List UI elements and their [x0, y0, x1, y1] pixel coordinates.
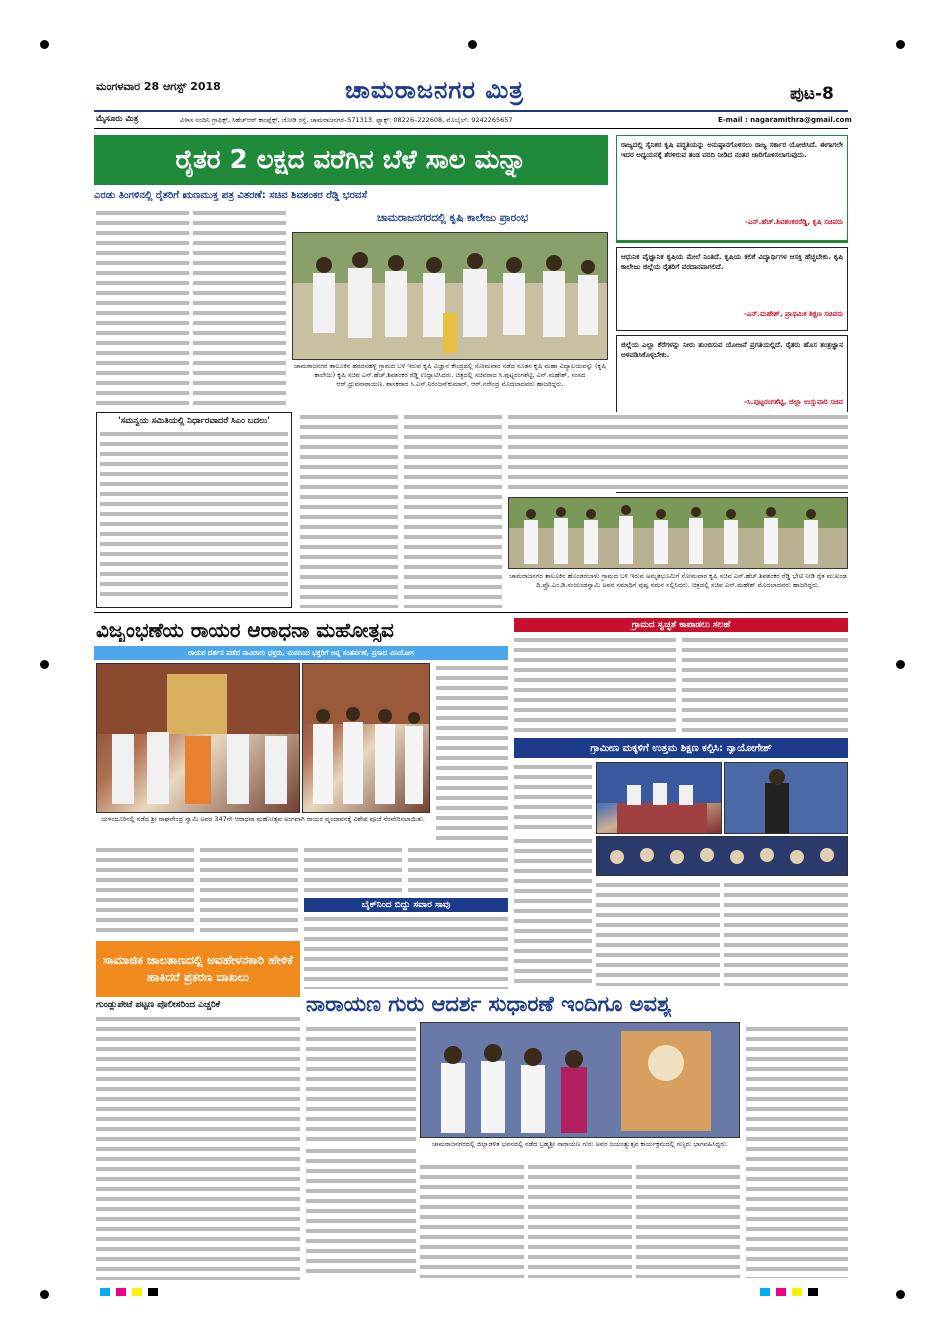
story3-body-col2: [682, 635, 848, 735]
story7-body-right: [746, 1024, 848, 1278]
sidebox-body: [100, 429, 288, 599]
story2-caption: ಯಳಂದೂರಿನಲ್ಲಿ ನಡೆದ ಶ್ರೀ ರಾಘವೇಂದ್ರ ಸ್ವಾಮಿ ಅವರ 347ನೇ ಆರಾಧನಾ ಮಹೋತ್ಸವ ಅಂಗವಾಗಿ ರಾಯರ ವೃಂದಾವನಕ್ಕೆ ವಿಶೇಷ ಪೂಜೆ ನೆರವೇರಿಸಲಾಯಿತು.: [96, 815, 430, 841]
lead-headline: ರೈತರ 2 ಲಕ್ಷದ ವರೆಗಿನ ಬೆಳೆ ಸಾಲ ಮನ್ನಾ: [175, 144, 527, 175]
story3-title: ಗ್ರಾಮದ ಸ್ವಚ್ಛತೆ ಕಾಪಾಡಲು ಸಲಹೆ: [631, 620, 731, 630]
sidebox-title: 'ಸಮನ್ವಯ ಸಮಿತಿಯಲ್ಲಿ ನಿರ್ಧಾರವಾದರೆ ಸಿಎಂ ಬದಲು': [118, 416, 270, 426]
story6-title-box: [96, 941, 300, 997]
story4-photo-podium: [724, 762, 848, 834]
story6-title: ಸಾಮಾಜಿಕ ಜಾಲತಾಣದಲ್ಲಿ ಅವಹೇಳನಕಾರಿ ಹೇಳಿಕೆ ಹಾಕಿದರೆ ಪ್ರಕರಣ ದಾಖಲು: [103, 953, 293, 984]
lead-photo2-caption: ಚಾಮರಾಜನಗರ ತಾಲೂಕಿನ ಹೊಂಡರಬಾಳು ಗ್ರಾಮದ ಬಳಿ ಇರುವ ಅಮೃತಭೂಮಿಗೆ ಸೋಮವಾರ ಕೃಷಿ ಸಚಿವ ಎನ್.ಹೆಚ್.ಶಿವಶಂಕರ ರೆಡ್ಡಿ ಭೇಟಿ ನೀಡಿ ರೈತ ಮುಖಂಡ ದಿ.ಪ್ರೊ.ಎಂ.ಡಿ.ನಂಜುಂಡಸ್ವಾಮಿ ಅವರ ಸಮಾಧಿಗೆ ಪುಷ್ಪ ನಮನ ಸಲ್ಲಿಸಿದರು. ಚಿತ್ರದಲ್ಲಿ ಸಚಿವ ಎನ್.ಮಹೇಶ್ ಮೊದಲಾದವರು ಹಾಜರಿದ್ದರು.: [508, 572, 848, 608]
quote-1-body: ರಾಜ್ಯದಲ್ಲಿ ಸೈನಿಕರ ಕೃಷಿ ಪದ್ಧತಿಯನ್ನು ಅನುಷ್ಠಾನಗೊಳಿಸಲು ರಾಜ್ಯ ಸರ್ಕಾರ ಯೋಜಿಸಿದೆ. ಈಗಾಗಲೇ ಇದರ ಅಧ್ಯಯನಕ್ಕೆ ತೆರಳಿರುವ ತಂಡ ವರದಿ ನೀಡಿದ ನಂತರ ಜಾರಿಗೊಳಿಸಲಾಗುವುದು.: [621, 141, 843, 159]
story7-body-col3: [420, 1162, 524, 1278]
registration-mark: [40, 40, 49, 49]
story2-body-col2: [200, 845, 298, 937]
lead-subheadline: ಎರಡು ತಿಂಗಳಿನಲ್ಲಿ ರೈತರಿಗೆ ಋಣಮುಕ್ತ ಪತ್ರ ವಿತರಣೆ: ಸಚಿವ ಶಿವಶಂಕರ ರೆಡ್ಡಿ ಭರವಸೆ: [94, 190, 368, 201]
lead-photo-figures: [293, 233, 608, 360]
story2-photo-right: [302, 663, 430, 813]
story4-body-col3: [596, 880, 720, 986]
quote-2-body: ಆಧುನಿಕ ವೈಜ್ಞಾನಿಕ ಕೃಷಿಯ ಮೇಲೆ ನಿಂತಿದೆ. ಕೃಷಿಯ ಕಲಿಕೆ ವಿದ್ಯಾರ್ಥಿಗಳ ಆಸಕ್ತಿ ಹೆಚ್ಚಬೇಕು. ಕೃಷಿ ಕಾಲೇಜು ಜಿಲ್ಲೆಯ ರೈತರಿಗೆ ವರದಾನವಾಗಲಿದೆ.: [621, 253, 843, 271]
story7-caption: ಚಾಮರಾಜನಗರದಲ್ಲಿ ಜಿಲ್ಲಾಡಳಿತ ಭವನದಲ್ಲಿ ನಡೆದ ಬ್ರಹ್ಮಶ್ರೀ ನಾರಾಯಣ ಗುರು ಅವರ ಜಯಂತ್ಯುತ್ಸವ ಕಾರ್ಯಕ್ರಮದಲ್ಲಿ ಗಣ್ಯರು ಭಾಗವಹಿಸಿದ್ದರು.: [420, 1140, 740, 1158]
story6-subtitle: ಗುಂಡ್ಲುಪೇಟೆ ಪಟ್ಟಣ ಪೊಲೀಸರಿಂದ ಎಚ್ಚರಿಕೆ: [96, 1000, 221, 1010]
story4-body-col2: [514, 836, 592, 986]
story4-photo1-figures: [597, 763, 722, 834]
quote-box-1: [616, 135, 848, 243]
story2-body-col1: [96, 845, 194, 937]
story3-body-col1: [514, 635, 676, 735]
lead-photo-tribute: [508, 497, 848, 569]
story4-body-col4: [724, 880, 848, 986]
lead-body-col4: [404, 412, 502, 608]
story4-photo-audience: [596, 836, 848, 876]
email-line: E-mail : nagaramithra@gmail.com: [718, 116, 852, 124]
lead-photo1-caption: ಚಾಮರಾಜನಗರ ತಾಲೂಕಿನ ಹರದನಹಳ್ಳಿ ಗ್ರಾಮದ ಬಳಿ ಇರುವ ಕೃಷಿ ವಿಜ್ಞಾನ ಕೇಂದ್ರದಲ್ಲಿ ಸೋಮವಾರ ನಡೆದ ನೂತನ ಕೃಷಿ ಮಹಾ ವಿದ್ಯಾಲಯವನ್ನು (ಕೃಷಿ ಕಾಲೇಜು) ಕೃಷಿ ಸಚಿವ ಎನ್.ಹೆಚ್.ಶಿವಶಂಕರ ರೆಡ್ಡಿ ಉದ್ಘಾಟಿಸಿದರು. ಚಿತ್ರದಲ್ಲಿ ಸಚಿವರಾದ ಸಿ.ಪುಟ್ಟರಂಗಶೆಟ್ಟಿ, ಎನ್.ಮಹೇಶ್, ಸಂಸದ ಆರ್.ಧ್ರುವನಾರಾಯಣ, ಶಾಸಕರಾದ ಸಿ.ಎಸ್.ನಿರಂಜನ್‌ಕುಮಾರ್, ಆರ್.ನರೇಂದ್ರ ಮೊದಲಾದವರು ಹಾಜರಿದ್ದರು.: [292, 362, 608, 406]
story7-headline: ನಾರಾಯಣ ಗುರು ಆದರ್ಶ ಸುಧಾರಣೆ ಇಂದಿಗೂ ಅವಶ್ಯ: [306, 992, 672, 1016]
story4-photo-speaker: [596, 762, 722, 834]
story4-photo3-figures: [597, 837, 848, 876]
quote-box-3: [616, 335, 848, 419]
lead-body-col1: [96, 208, 189, 406]
story7-photo: [420, 1022, 740, 1138]
quote-box-2: [616, 247, 848, 331]
story2-body-right: [436, 663, 508, 841]
registration-mark: [896, 660, 905, 669]
color-bar-left: [100, 1288, 158, 1296]
story2-body-col3: [304, 845, 402, 895]
registration-mark: [468, 40, 477, 49]
story2-body-col4: [408, 845, 508, 895]
story4-title: ಗ್ರಾಮೀಣ ಮಕ್ಕಳಿಗೆ ಉತ್ತಮ ಶಿಕ್ಷಣ ಕಲ್ಪಿಸಿ: ನ್ಯಾಯೋಗೇಶ್: [590, 742, 772, 754]
quote-3-body: ಜಿಲ್ಲೆಯ ಎಲ್ಲಾ ಕೆರೆಗಳನ್ನು ನೀರು ತುಂಬಿಸುವ ಯೋಜನೆ ಪ್ರಗತಿಯಲ್ಲಿದೆ. ರೈತರು ಹೊಸ ತಂತ್ರಜ್ಞಾನ ಅಳವಡಿಸಿಕೊಳ್ಳಬೇಕು.: [621, 341, 843, 359]
registration-mark: [896, 40, 905, 49]
story7-body-col1: [306, 1024, 416, 1142]
lead-headline-box: [94, 135, 608, 185]
lead-body-col3: [300, 412, 398, 608]
story4-body-col1: [514, 762, 592, 834]
registration-mark: [40, 1290, 49, 1299]
story7-body-col4: [528, 1162, 632, 1278]
story5-title: ಬೈಕ್‌ನಿಂದ ಬಿದ್ದು ಸವಾರ ಸಾವು: [361, 900, 451, 910]
story3-title-box: [514, 618, 848, 632]
color-bar-right: [760, 1288, 818, 1296]
story2-photo: [96, 663, 300, 813]
quote-1-author: -ಎನ್.ಹೆಚ್.ಶಿವಶಂಕರರೆಡ್ಡಿ, ಕೃಷಿ ಸಚಿವರು: [745, 218, 843, 226]
story2-photo-figures: [97, 664, 300, 813]
lead-body-col5: [508, 412, 848, 492]
registration-mark: [896, 1290, 905, 1299]
story2-strap: [94, 646, 508, 660]
registration-mark: [40, 660, 49, 669]
inset-title: ಚಾಮರಾಜನಗರದಲ್ಲಿ ಕೃಷಿ ಕಾಲೇಜು ಪ್ರಾರಂಭ: [376, 212, 529, 224]
story4-title-box: [514, 738, 848, 758]
masthead-rule: [94, 110, 848, 112]
story7-body-col2: [306, 1146, 416, 1278]
masthead-date: ಮಂಗಳವಾರ 28 ಆಗಸ್ಟ್ 2018: [96, 80, 221, 93]
story2-headline: ವಿಜೃಂಭಣೆಯ ರಾಯರ ಆರಾಧನಾ ಮಹೋತ್ಸವ: [96, 618, 394, 642]
story2-strap-text: ರಾಯರ ದರ್ಶನ ಪಡೆದ ಸಾವಿರಾರು ಭಕ್ತರು, ಮಠದಿಂದ ಭಕ್ತರಿಗೆ ಅನ್ನ ಸಂತರ್ಪಣೆ, ಪ್ರಸಾದ ವಿನಿಯೋಗ: [188, 648, 414, 657]
lead-body-col2: [193, 208, 286, 406]
lead-photo-ceremony: [292, 232, 608, 360]
story5-body: [304, 914, 508, 989]
divider: [94, 612, 848, 613]
lead-photo2-figures: [509, 498, 848, 569]
sidebox: [96, 412, 292, 608]
address-line: ವಿಳಾಸ ನಂದಿನಿ ಗ್ರಾಫಿಕ್ಸ್, ಸಿಹೆಚ್‌ಆರ್ ಕಾಂಪ್ಲೆಕ್ಸ್, ಜೋಡಿ ರಸ್ತೆ, ಚಾಮರಾಜನಗರ–571313. ಫ್ಯಾಕ್ಸ್: 08226–222608, ಮೊಬೈಲ್: 9242265657: [180, 116, 513, 124]
story4-photo2-figures: [725, 763, 848, 834]
quote-3-author: -ಸಿ.ಪುಟ್ಟರಂಗಶೆಟ್ಟಿ, ಜಿಲ್ಲಾ ಉಸ್ತುವಾರಿ ಸಚಿವ: [744, 398, 843, 406]
section-label: ಮೈಸೂರು ಮಿತ್ರ: [96, 114, 139, 124]
story2-photo2-figures: [303, 664, 430, 813]
story6-body: [96, 1014, 300, 1280]
masthead-title: ಚಾಮರಾಜನಗರ ಮಿತ್ರ: [345, 76, 525, 104]
story7-photo-figures: [421, 1023, 740, 1138]
story7-body-col5: [636, 1162, 740, 1278]
page-number: ಪುಟ-8: [790, 84, 834, 104]
quote-2-author: -ಎನ್.ಮಹೇಶ್, ಪ್ರಾಥಮಿಕ ಶಿಕ್ಷಣ ಸಚಿವರು: [743, 310, 843, 318]
story5-title-box: [304, 898, 508, 912]
